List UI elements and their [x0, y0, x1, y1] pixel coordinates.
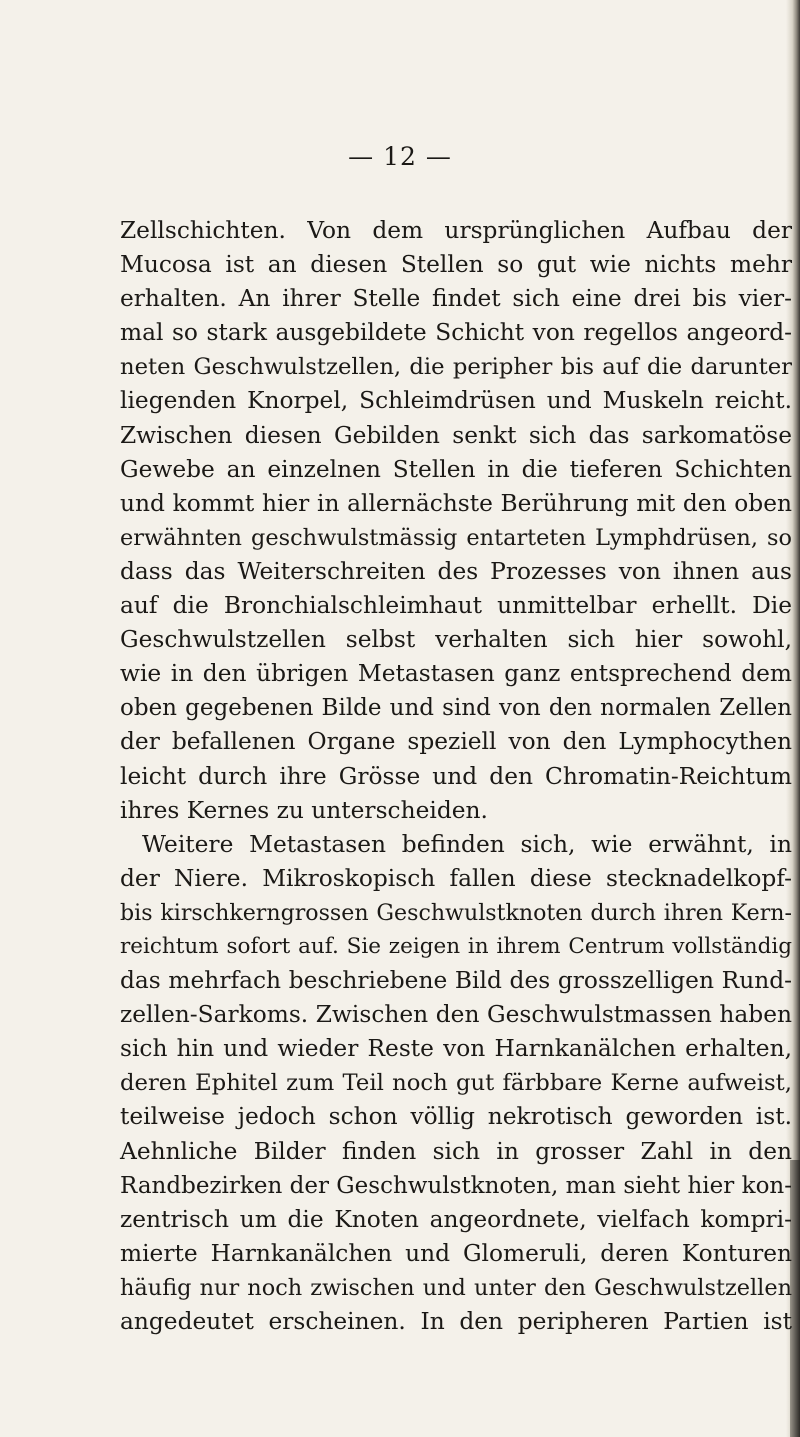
text-line: oben gegebenen Bilde und sind von den normalen Zellen	[120, 695, 792, 722]
body-text	[120, 214, 792, 1339]
text-line: Weitere Metastasen befinden sich, wie erwähnt, in	[142, 830, 792, 858]
text-line: der Niere. Mikroskopisch fallen diese stecknadelkopf-	[120, 864, 792, 892]
text-line: sich hin und wieder Reste von Harnkanälchen erhalten,	[120, 1035, 792, 1063]
text-line: deren Ephitel zum Teil noch gut färbbare Kerne aufweist,	[120, 1070, 792, 1097]
text-line: dass das Weiterschreiten des Prozesses von ihnen aus	[120, 557, 792, 585]
text-line: ihres Kernes zu unterscheiden.	[120, 796, 488, 824]
text-line: liegenden Knorpel, Schleimdrüsen und Muskeln reicht.	[120, 387, 792, 415]
text-line: bis kirschkerngrossen Geschwulstknoten durch ihren Kern-	[120, 899, 792, 926]
text-line: erhalten. An ihrer Stelle findet sich eine drei bis vier-	[120, 285, 792, 313]
text-line: Gewebe an einzelnen Stellen in die tieferen Schichten	[120, 455, 792, 483]
text-line: leicht durch ihre Grösse und den Chromatin-Reichtum	[120, 762, 792, 790]
text-line: mierte Harnkanälchen und Glomeruli, deren Konturen	[120, 1239, 792, 1267]
text-line: zellen-Sarkoms. Zwischen den Geschwulstmassen haben	[120, 1001, 792, 1029]
text-line: Zellschichten. Von dem ursprünglichen Aufbau der	[120, 217, 792, 244]
text-line: erwähnten geschwulstmässig entarteten Lymphdrüsen, so	[120, 524, 792, 551]
text-line: Randbezirken der Geschwulstknoten, man sieht hier kon-	[120, 1172, 792, 1199]
text-line: häufig nur noch zwischen und unter den Geschwulstzellen	[120, 1274, 792, 1301]
text-line: das mehrfach beschriebene Bild des grosszelligen Rund-	[120, 967, 792, 995]
text-line: reichtum sofort auf. Sie zeigen in ihrem Centrum vollständig	[120, 933, 792, 959]
text-line: teilweise jedoch schon völlig nekrotisch geworden ist.	[120, 1103, 792, 1131]
text-line: wie in den übrigen Metastasen ganz entsprechend dem	[120, 660, 792, 688]
text-line: zentrisch um die Knoten angeordnete, vielfach kompri-	[120, 1205, 792, 1233]
text-line: Zwischen diesen Gebilden senkt sich das sarkomatöse	[120, 421, 792, 449]
text-line: neten Geschwulstzellen, die peripher bis auf die darunter	[120, 354, 792, 381]
text-line: und kommt hier in allernächste Berührung mit den oben	[120, 489, 792, 517]
text-line: Aehnliche Bilder finden sich in grosser Zahl in den	[120, 1137, 792, 1165]
text-line: Geschwulstzellen selbst verhalten sich hier sowohl,	[120, 626, 792, 654]
text-line: Mucosa ist an diesen Stellen so gut wie nichts mehr	[120, 251, 792, 279]
text-line: angedeutet erscheinen. In den peripheren Partien ist	[120, 1308, 792, 1335]
page-number: — 12 —	[348, 142, 452, 171]
text-line: der befallenen Organe speziell von den Lymphocythen	[120, 728, 792, 756]
text-line: auf die Bronchialschleimhaut unmittelbar erhellt. Die	[120, 592, 792, 620]
text-line: mal so stark ausgebildete Schicht von regellos angeord-	[120, 319, 792, 347]
